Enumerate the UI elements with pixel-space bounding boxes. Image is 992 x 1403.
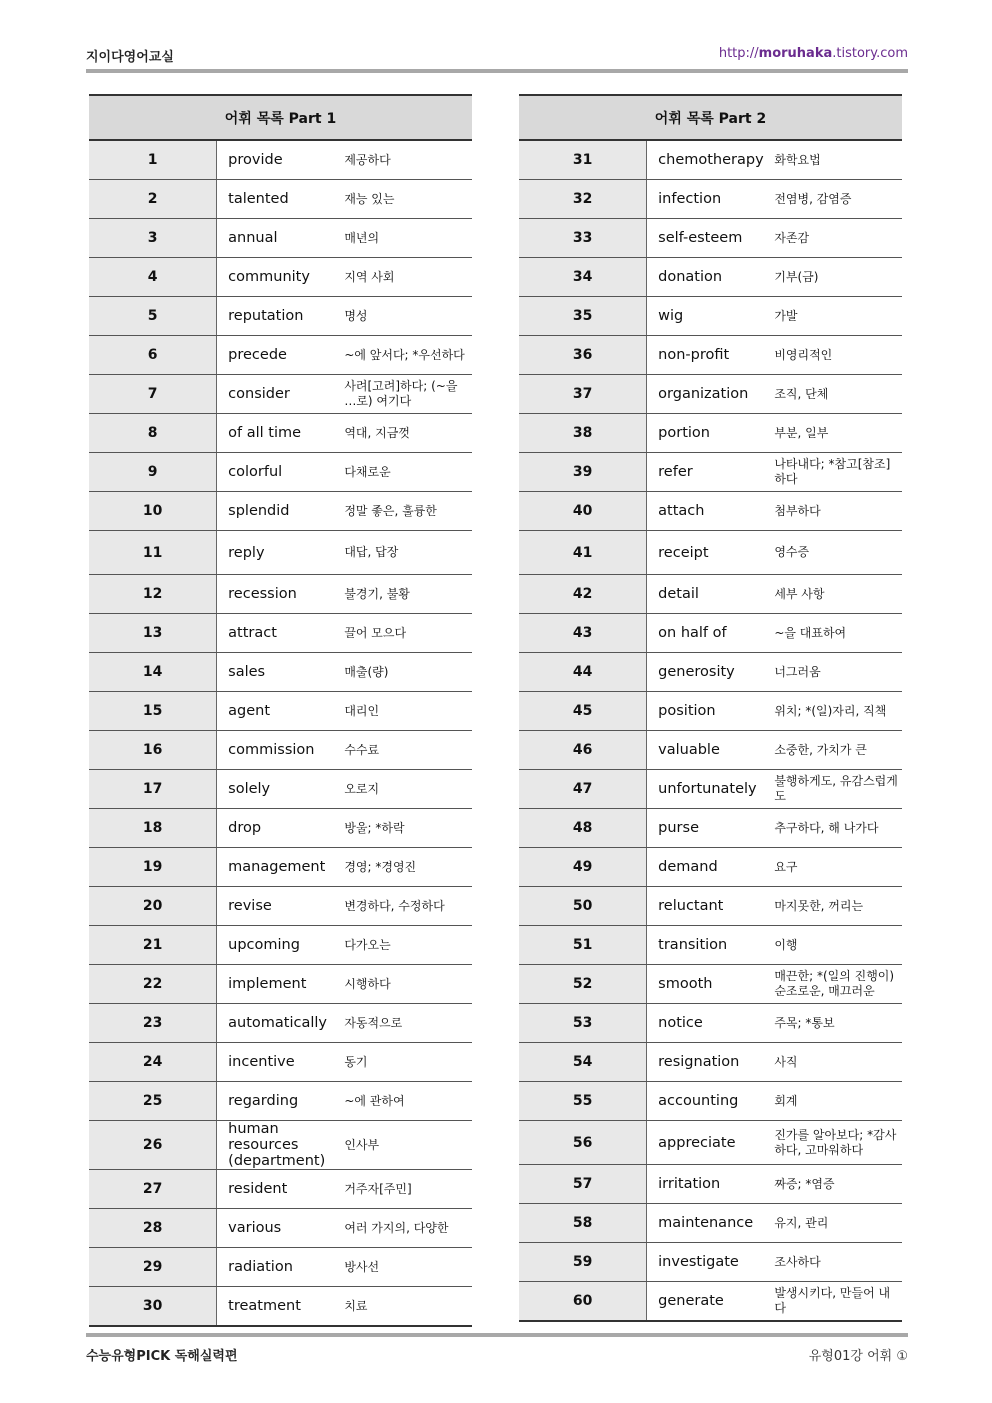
- table-row: [519, 297, 902, 336]
- vocab-word: infection: [647, 180, 775, 219]
- brand-title: 지이다영어교실: [86, 50, 174, 65]
- row-number: 44: [519, 653, 647, 692]
- table-row: [519, 1282, 902, 1322]
- row-number: 22: [89, 965, 217, 1004]
- word-meaning: 추구하다, 해 나가다: [774, 809, 902, 848]
- row-number: 7: [89, 375, 217, 414]
- vocab-word: attach: [647, 492, 775, 531]
- word-meaning: 거주자[주민]: [344, 1170, 472, 1209]
- row-number: 33: [519, 219, 647, 258]
- row-number: 42: [519, 575, 647, 614]
- word-meaning: 역대, 지금껏: [344, 414, 472, 453]
- table-row: [89, 692, 472, 731]
- row-number: 34: [519, 258, 647, 297]
- row-number: 35: [519, 297, 647, 336]
- table-row: [519, 1121, 902, 1165]
- word-meaning: 조사하다: [774, 1243, 902, 1282]
- row-number: 46: [519, 731, 647, 770]
- row-number: 23: [89, 1004, 217, 1043]
- vocab-word: accounting: [647, 1082, 775, 1121]
- row-number: 24: [89, 1043, 217, 1082]
- vocab-word: smooth: [647, 965, 775, 1004]
- row-number: 27: [89, 1170, 217, 1209]
- vocab-word: community: [217, 258, 345, 297]
- table-row: [519, 926, 902, 965]
- row-number: 12: [89, 575, 217, 614]
- table-row: [519, 1043, 902, 1082]
- vocab-word: reluctant: [647, 887, 775, 926]
- row-number: 60: [519, 1282, 647, 1322]
- table-row: [519, 887, 902, 926]
- word-meaning: 마지못한, 꺼리는: [774, 887, 902, 926]
- row-number: 45: [519, 692, 647, 731]
- vocab-word: donation: [647, 258, 775, 297]
- vocab-word: precede: [217, 336, 345, 375]
- table-row: [519, 965, 902, 1004]
- word-meaning: 제공하다: [344, 140, 472, 180]
- row-number: 58: [519, 1204, 647, 1243]
- table-row: [89, 809, 472, 848]
- vocab-word: attract: [217, 614, 345, 653]
- table-row: [89, 965, 472, 1004]
- word-meaning: 비영리적인: [774, 336, 902, 375]
- row-number: 51: [519, 926, 647, 965]
- table-row: [89, 1004, 472, 1043]
- word-meaning: 매년의: [344, 219, 472, 258]
- table-row: [519, 375, 902, 414]
- word-meaning: 명성: [344, 297, 472, 336]
- vocab-word: reputation: [217, 297, 345, 336]
- table-row: [89, 531, 472, 575]
- word-meaning: 대리인: [344, 692, 472, 731]
- word-meaning: 자존감: [774, 219, 902, 258]
- table-row: [519, 575, 902, 614]
- table-row: [519, 258, 902, 297]
- vocab-word: incentive: [217, 1043, 345, 1082]
- vocab-word: non-profit: [647, 336, 775, 375]
- row-number: 3: [89, 219, 217, 258]
- word-meaning: 동기: [344, 1043, 472, 1082]
- vocab-word: revise: [217, 887, 345, 926]
- table-row: [519, 180, 902, 219]
- vocab-word: commission: [217, 731, 345, 770]
- row-number: 19: [89, 848, 217, 887]
- row-number: 48: [519, 809, 647, 848]
- table-row: [519, 653, 902, 692]
- table-row: [519, 492, 902, 531]
- vocab-word: maintenance: [647, 1204, 775, 1243]
- word-meaning: 변경하다, 수정하다: [344, 887, 472, 926]
- word-meaning: 회계: [774, 1082, 902, 1121]
- word-meaning: 진가를 알아보다; *감사하다, 고마워하다: [774, 1121, 902, 1165]
- vocab-word: chemotherapy: [647, 140, 775, 180]
- table-row: [89, 770, 472, 809]
- word-meaning: 나타내다; *참고[참조] 하다: [774, 453, 902, 492]
- table-row: [519, 1165, 902, 1204]
- row-number: 1: [89, 140, 217, 180]
- vocab-table-part2: [519, 94, 902, 1322]
- row-number: 55: [519, 1082, 647, 1121]
- word-meaning: 방울; *하락: [344, 809, 472, 848]
- vocab-word: colorful: [217, 453, 345, 492]
- vocab-word: portion: [647, 414, 775, 453]
- row-number: 11: [89, 531, 217, 575]
- vocab-word: regarding: [217, 1082, 345, 1121]
- vocab-word: agent: [217, 692, 345, 731]
- table-row: [89, 575, 472, 614]
- row-number: 54: [519, 1043, 647, 1082]
- word-meaning: 여러 가지의, 다양한: [344, 1209, 472, 1248]
- url-prefix: http://: [718, 46, 759, 61]
- table-row: [89, 1121, 472, 1170]
- vocab-word: upcoming: [217, 926, 345, 965]
- table-row: [89, 731, 472, 770]
- row-number: 49: [519, 848, 647, 887]
- row-number: 9: [89, 453, 217, 492]
- word-meaning: 너그러움: [774, 653, 902, 692]
- table-row: [89, 1248, 472, 1287]
- word-meaning: 치료: [344, 1287, 472, 1327]
- row-number: 26: [89, 1121, 217, 1170]
- word-meaning: 유지, 관리: [774, 1204, 902, 1243]
- row-number: 2: [89, 180, 217, 219]
- word-meaning: 방사선: [344, 1248, 472, 1287]
- table-row: [89, 1082, 472, 1121]
- word-meaning: ~에 관하여: [344, 1082, 472, 1121]
- table-title: 어휘 목록 Part 2: [519, 95, 902, 140]
- table-row: [519, 219, 902, 258]
- vocab-word: on half of: [647, 614, 775, 653]
- vocab-word: implement: [217, 965, 345, 1004]
- table-row: [89, 140, 472, 180]
- vocab-word: resident: [217, 1170, 345, 1209]
- vocab-word: receipt: [647, 531, 775, 575]
- vocab-word: management: [217, 848, 345, 887]
- vocab-word: treatment: [217, 1287, 345, 1327]
- word-meaning: 정말 좋은, 훌륭한: [344, 492, 472, 531]
- word-meaning: 짜증; *염증: [774, 1165, 902, 1204]
- row-number: 21: [89, 926, 217, 965]
- vocab-word: consider: [217, 375, 345, 414]
- row-number: 57: [519, 1165, 647, 1204]
- vocab-word: splendid: [217, 492, 345, 531]
- row-number: 25: [89, 1082, 217, 1121]
- vocab-word: human resources (department): [217, 1121, 345, 1170]
- word-meaning: 매끈한; *(일의 진행이) 순조로운, 매끄러운: [774, 965, 902, 1004]
- word-meaning: 시행하다: [344, 965, 472, 1004]
- word-meaning: 위치; *(일)자리, 직책: [774, 692, 902, 731]
- word-meaning: 이행: [774, 926, 902, 965]
- vocab-word: radiation: [217, 1248, 345, 1287]
- word-meaning: 매출(량): [344, 653, 472, 692]
- table-title: 어휘 목록 Part 1: [89, 95, 472, 140]
- table-row: [89, 614, 472, 653]
- row-number: 31: [519, 140, 647, 180]
- word-meaning: 요구: [774, 848, 902, 887]
- footer-divider: [86, 1333, 908, 1337]
- table-row: [89, 219, 472, 258]
- word-meaning: 경영; *경영진: [344, 848, 472, 887]
- vocab-word: demand: [647, 848, 775, 887]
- row-number: 41: [519, 531, 647, 575]
- table-row: [89, 653, 472, 692]
- table-row: [519, 1204, 902, 1243]
- vocab-word: reply: [217, 531, 345, 575]
- vocab-word: recession: [217, 575, 345, 614]
- word-meaning: 소중한, 가치가 큰: [774, 731, 902, 770]
- word-meaning: 지역 사회: [344, 258, 472, 297]
- table-row: [519, 1082, 902, 1121]
- row-number: 43: [519, 614, 647, 653]
- word-meaning: 사직: [774, 1043, 902, 1082]
- vocab-word: transition: [647, 926, 775, 965]
- book-title: 수능유형PICK 독해실력편: [86, 1349, 238, 1364]
- vocab-word: valuable: [647, 731, 775, 770]
- word-meaning: 화학요법: [774, 140, 902, 180]
- row-number: 50: [519, 887, 647, 926]
- vocab-word: generosity: [647, 653, 775, 692]
- url-suffix: .tistory.com: [832, 46, 908, 61]
- table-row: [89, 1287, 472, 1327]
- table-row: [89, 336, 472, 375]
- word-meaning: 발생시키다, 만들어 내다: [774, 1282, 902, 1322]
- row-number: 28: [89, 1209, 217, 1248]
- vocab-word: position: [647, 692, 775, 731]
- table-row: [89, 1043, 472, 1082]
- row-number: 36: [519, 336, 647, 375]
- table-row: [519, 614, 902, 653]
- row-number: 16: [89, 731, 217, 770]
- row-number: 59: [519, 1243, 647, 1282]
- page-header: [86, 44, 908, 66]
- table-row: [89, 926, 472, 965]
- table-row: [519, 1004, 902, 1043]
- vocab-word: of all time: [217, 414, 345, 453]
- table-row: [89, 453, 472, 492]
- row-number: 17: [89, 770, 217, 809]
- table-row: [519, 140, 902, 180]
- vocab-word: detail: [647, 575, 775, 614]
- word-meaning: 조직, 단체: [774, 375, 902, 414]
- vocab-table-part1: [89, 94, 472, 1327]
- word-meaning: 다채로운: [344, 453, 472, 492]
- vocab-word: irritation: [647, 1165, 775, 1204]
- word-meaning: 끌어 모으다: [344, 614, 472, 653]
- row-number: 29: [89, 1248, 217, 1287]
- row-number: 8: [89, 414, 217, 453]
- row-number: 52: [519, 965, 647, 1004]
- vocab-word: investigate: [647, 1243, 775, 1282]
- word-meaning: 불경기, 불황: [344, 575, 472, 614]
- page-footer: [86, 1343, 908, 1365]
- vocab-word: provide: [217, 140, 345, 180]
- table-row: [89, 1209, 472, 1248]
- vocab-word: unfortunately: [647, 770, 775, 809]
- word-meaning: 가발: [774, 297, 902, 336]
- table-row: [519, 1243, 902, 1282]
- word-meaning: 대답, 답장: [344, 531, 472, 575]
- word-meaning: 기부(금): [774, 258, 902, 297]
- table-row: [89, 258, 472, 297]
- word-meaning: 자동적으로: [344, 1004, 472, 1043]
- row-number: 5: [89, 297, 217, 336]
- table-row: [89, 848, 472, 887]
- table-row: [89, 180, 472, 219]
- vocab-word: solely: [217, 770, 345, 809]
- vocab-word: sales: [217, 653, 345, 692]
- word-meaning: 부분, 일부: [774, 414, 902, 453]
- vocab-word: self-esteem: [647, 219, 775, 258]
- vocab-word: various: [217, 1209, 345, 1248]
- word-meaning: 첨부하다: [774, 492, 902, 531]
- row-number: 39: [519, 453, 647, 492]
- table-row: [519, 848, 902, 887]
- vocab-word: talented: [217, 180, 345, 219]
- vocab-word: refer: [647, 453, 775, 492]
- url-bold: moruhaka: [758, 46, 833, 61]
- word-meaning: 주목; *통보: [774, 1004, 902, 1043]
- table-row: [519, 453, 902, 492]
- row-number: 40: [519, 492, 647, 531]
- table-row: [519, 692, 902, 731]
- row-number: 15: [89, 692, 217, 731]
- table-row: [89, 375, 472, 414]
- table-row: [519, 809, 902, 848]
- row-number: 38: [519, 414, 647, 453]
- word-meaning: ~을 대표하여: [774, 614, 902, 653]
- table-row: [519, 414, 902, 453]
- table-row: [519, 731, 902, 770]
- word-meaning: 인사부: [344, 1121, 472, 1170]
- table-row: [89, 492, 472, 531]
- row-number: 10: [89, 492, 217, 531]
- row-number: 30: [89, 1287, 217, 1327]
- vocab-word: wig: [647, 297, 775, 336]
- vocab-word: notice: [647, 1004, 775, 1043]
- vocab-word: annual: [217, 219, 345, 258]
- table-row: [89, 414, 472, 453]
- lesson-label: 유형01강 어휘 ①: [808, 1349, 908, 1364]
- table-row: [519, 336, 902, 375]
- row-number: 14: [89, 653, 217, 692]
- word-meaning: 영수증: [774, 531, 902, 575]
- row-number: 32: [519, 180, 647, 219]
- table-row: [89, 297, 472, 336]
- row-number: 4: [89, 258, 217, 297]
- table-row: [89, 1170, 472, 1209]
- vocab-word: generate: [647, 1282, 775, 1322]
- vocab-word: resignation: [647, 1043, 775, 1082]
- table-row: [89, 887, 472, 926]
- blog-url[interactable]: [719, 46, 908, 61]
- row-number: 37: [519, 375, 647, 414]
- word-meaning: 사려[고려]하다; (~을 …로) 여기다: [344, 375, 472, 414]
- vocab-word: appreciate: [647, 1121, 775, 1165]
- row-number: 18: [89, 809, 217, 848]
- vocab-word: drop: [217, 809, 345, 848]
- table-row: [519, 531, 902, 575]
- word-meaning: 수수료: [344, 731, 472, 770]
- word-meaning: 다가오는: [344, 926, 472, 965]
- header-divider: [86, 69, 908, 73]
- table-row: [519, 770, 902, 809]
- row-number: 53: [519, 1004, 647, 1043]
- vocab-word: organization: [647, 375, 775, 414]
- row-number: 13: [89, 614, 217, 653]
- word-meaning: 오로지: [344, 770, 472, 809]
- row-number: 56: [519, 1121, 647, 1165]
- word-meaning: 전염병, 감염증: [774, 180, 902, 219]
- word-meaning: ~에 앞서다; *우선하다: [344, 336, 472, 375]
- row-number: 6: [89, 336, 217, 375]
- vocab-word: automatically: [217, 1004, 345, 1043]
- word-meaning: 세부 사항: [774, 575, 902, 614]
- word-meaning: 재능 있는: [344, 180, 472, 219]
- vocab-word: purse: [647, 809, 775, 848]
- row-number: 20: [89, 887, 217, 926]
- word-meaning: 불행하게도, 유감스럽게도: [774, 770, 902, 809]
- row-number: 47: [519, 770, 647, 809]
